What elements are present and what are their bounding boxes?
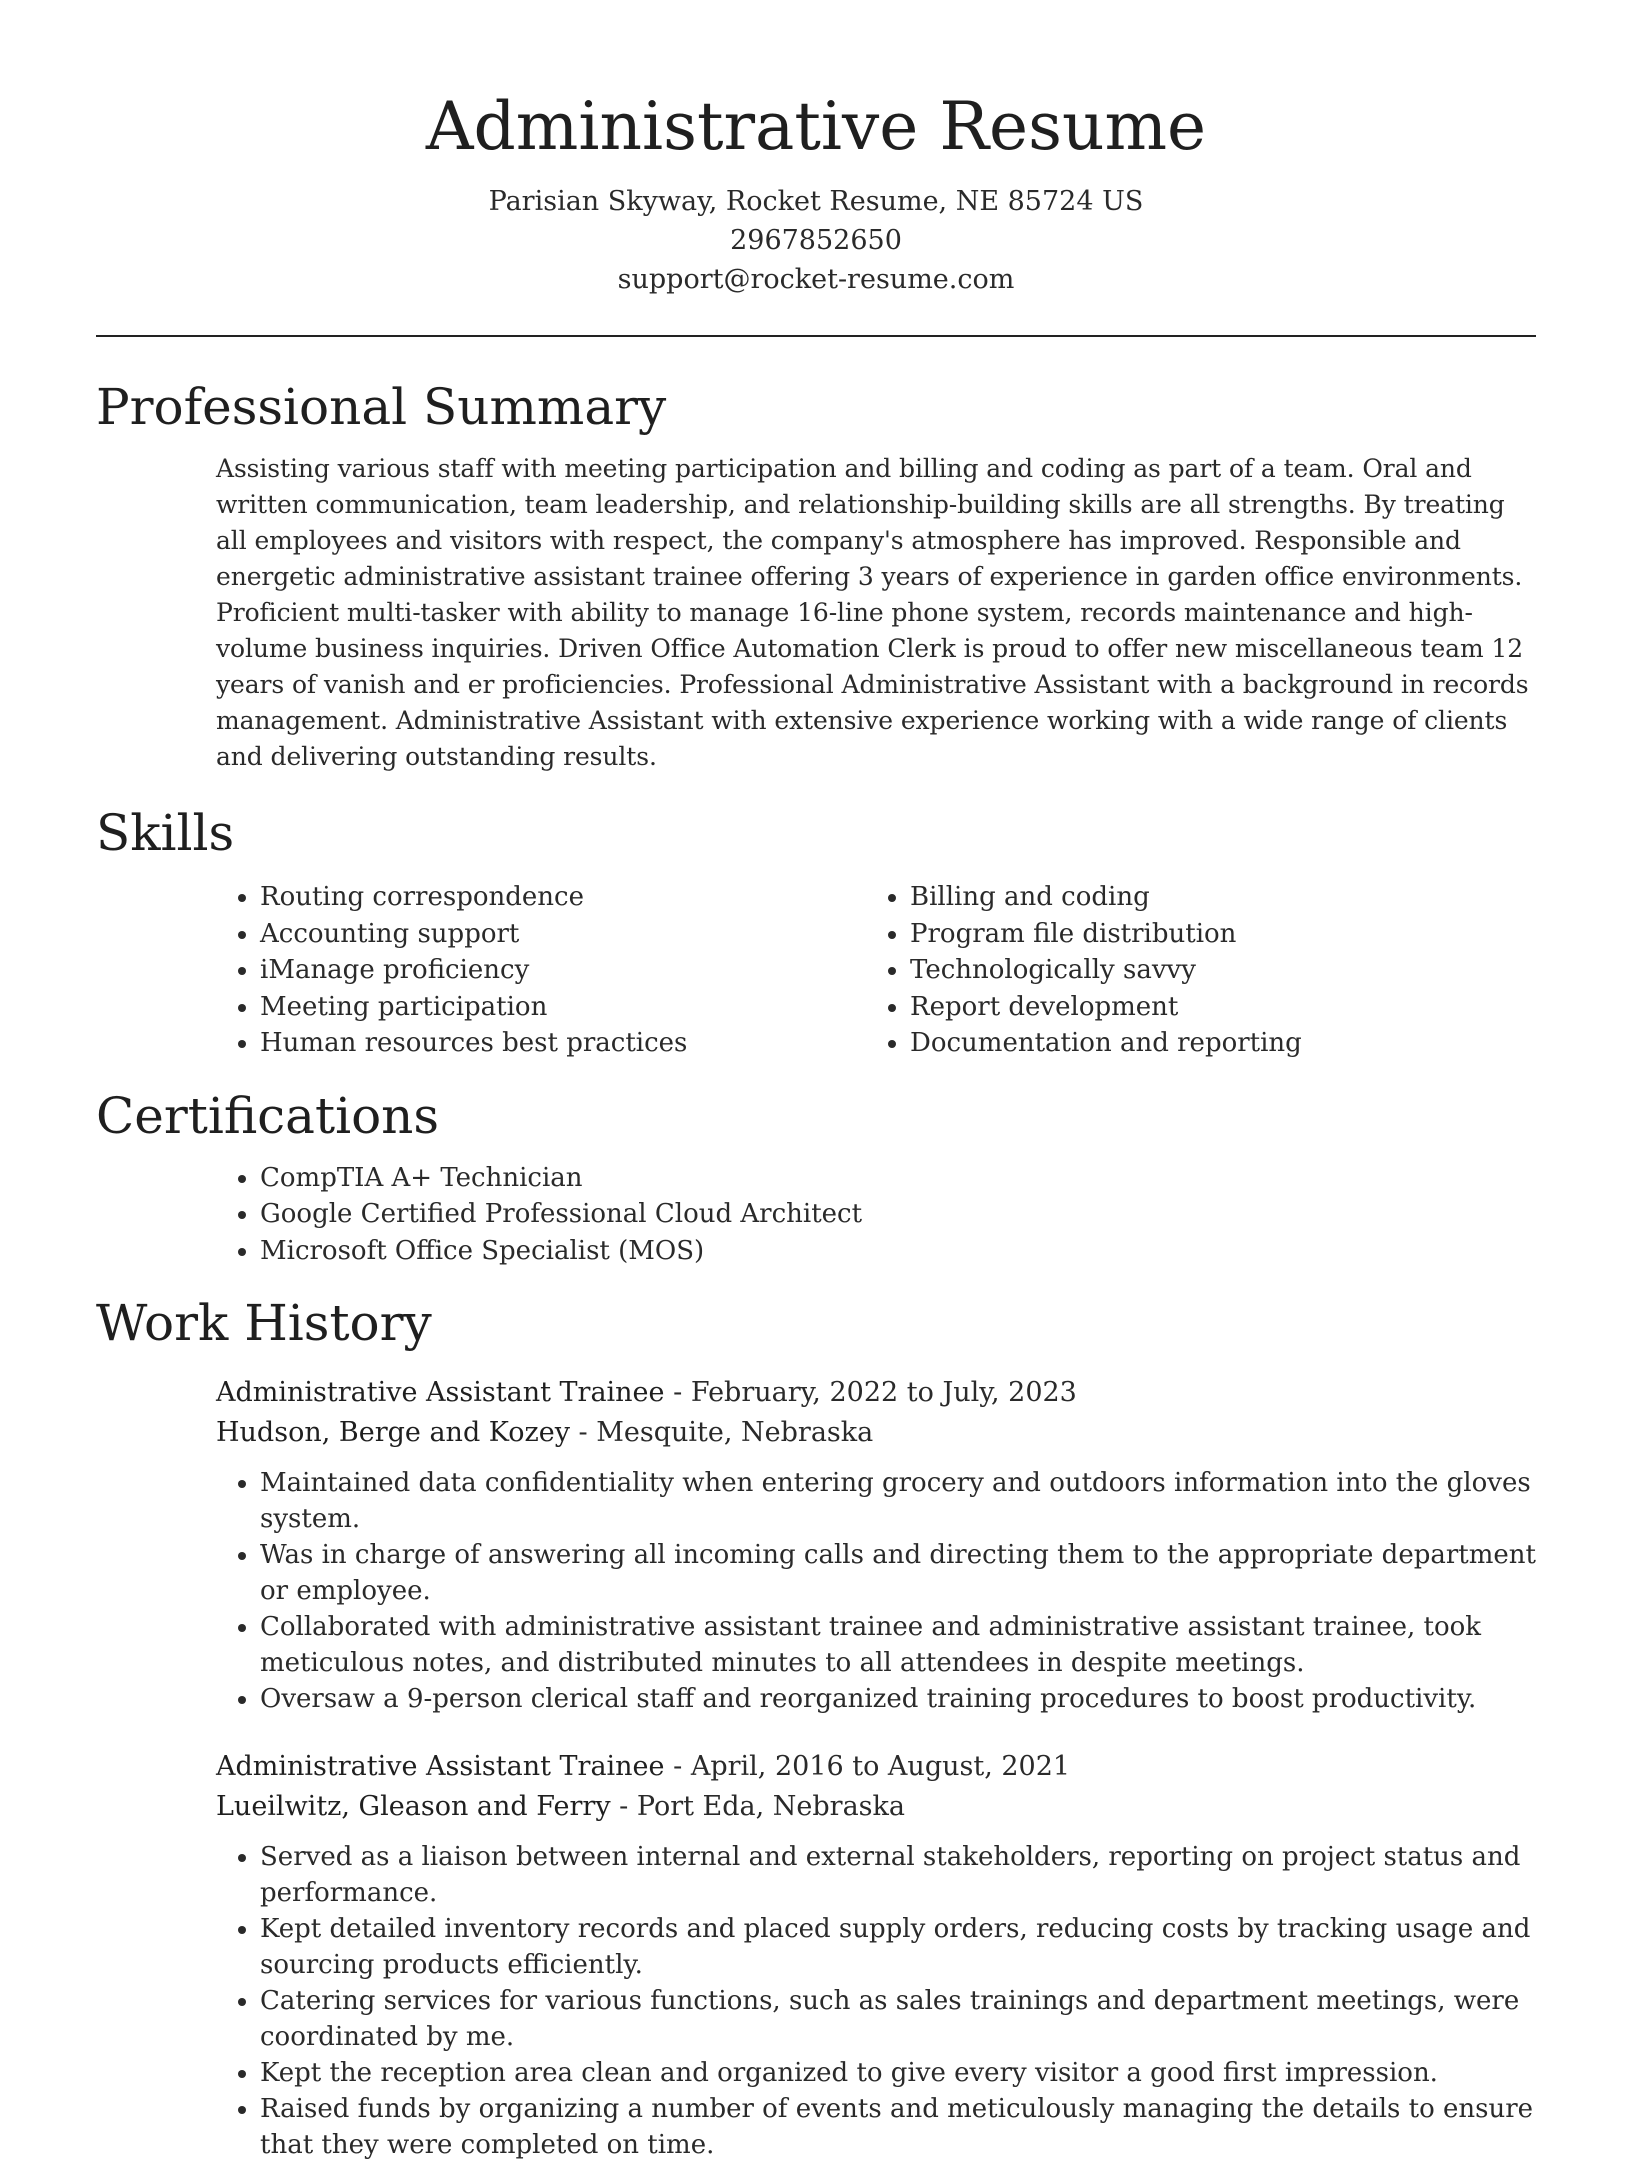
job-bullet-list [216,1465,1536,1717]
certifications-list [216,1160,1536,1270]
certifications-bullets [216,1160,1536,1270]
list-item: • Catering services for various functions, such as sales trainings and department meetings, were coordinated by me. [260,1983,1536,2055]
list-item: • Was in charge of answering all incoming calls and directing them to the appropriate department or employee. [260,1537,1536,1609]
job-entry-1 [216,1373,1536,1717]
job-bullets [216,1465,1536,1717]
list-item: • Accounting support [260,916,866,953]
list-item: • CompTIA A+ Technician [260,1160,1536,1197]
section-title-skills: Skills [96,804,235,862]
skills-grid [216,879,1536,1062]
section-title-certifications: Certifications [96,1086,440,1145]
list-item: • Microsoft Office Specialist (MOS) [260,1233,1536,1270]
resume-title: Administrative Resume [425,88,1207,165]
list-item: • Documentation and reporting [910,1025,1516,1062]
list-item: • Billing and coding [910,879,1516,916]
job-company-line [216,1413,1536,1453]
list-item: • Kept the reception area clean and organized to give every visitor a good first impression. [260,2055,1536,2091]
list-item: • iManage proficiency [260,952,866,989]
job-dates: - February, 2022 to July, 2023 [664,1377,1077,1408]
list-item: • Human resources best practices [260,1025,866,1062]
list-item: • Maintained data confidentiality when entering grocery and outdoors information into the gloves system. [260,1465,1536,1537]
job-location: - Mesquite, Nebraska [569,1417,874,1448]
skills-list-left [216,879,866,1062]
resume-header [96,0,1536,299]
skills-list-right [866,879,1516,1062]
list-item: • Kept detailed inventory records and placed supply orders, reducing costs by tracking usage and sourcing products efficiently. [260,1911,1536,1983]
section-title-summary: Professional Summary [96,378,667,436]
list-item: • Meeting participation [260,989,866,1026]
list-item: • Routing correspondence [260,879,866,916]
resume-page [96,0,1536,2163]
list-item: • Technologically savvy [910,952,1516,989]
list-item: • Report development [910,989,1516,1026]
list-item: • Served as a liaison between internal and external stakeholders, reporting on project status and performance. [260,1839,1536,1911]
job-company: Hudson, Berge and Kozey [216,1417,570,1448]
job-role-line [216,1373,1536,1413]
list-item: • Raised funds by organizing a number of events and meticulously managing the details to ensure that they were completed on time. [260,2091,1536,2163]
summary-text: Assisting various staff with meeting participation and billing and coding as part of a team. Oral and written communication, team leadership, and relationship-building skills are all strengths. By treating all employees and visitors with respect, the company's atmosphere has improved. Responsible and energetic administrative assistant trainee offering 3 years of experience in garden office environments. Proficient multi-tasker with ability to manage 16-line phone system, records maintenance and high-volume business inquiries. Driven Office Automation Clerk is proud to offer new miscellaneous team 12 years of vanish and er proficiencies. Professional Administrative Assistant with a background in records management. Administrative Assistant with extensive experience working with a wide range of clients and delivering outstanding results. [216,454,1529,771]
list-item: • Program file distribution [910,916,1516,953]
job-bullets [216,1839,1536,2163]
header-divider [96,335,1536,337]
section-title-work-history: Work History [96,1294,432,1352]
contact-block [96,182,1536,299]
job-company-line [216,1787,1536,1827]
job-role: Administrative Assistant Trainee [216,1377,665,1408]
contact-address: Parisian Skyway, Rocket Resume, NE 85724 US [488,186,1144,217]
job-role: Administrative Assistant Trainee [216,1751,665,1782]
contact-email: support@rocket-resume.com [617,264,1015,295]
job-entry-2 [216,1747,1536,2163]
job-bullet-list [216,1839,1536,2163]
job-dates: - April, 2016 to August, 2021 [664,1751,1071,1782]
list-item: • Oversaw a 9-person clerical staff and reorganized training procedures to boost productivity. [260,1681,1536,1717]
job-location: - Port Eda, Nebraska [610,1791,905,1822]
contact-phone: 2967852650 [730,225,902,256]
list-item: • Collaborated with administrative assistant trainee and administrative assistant trainee, took meticulous notes, and distributed minutes to all attendees in despite meetings. [260,1609,1536,1681]
job-role-line [216,1747,1536,1787]
list-item: • Google Certified Professional Cloud Architect [260,1196,1536,1233]
job-company: Lueilwitz, Gleason and Ferry [216,1791,611,1822]
